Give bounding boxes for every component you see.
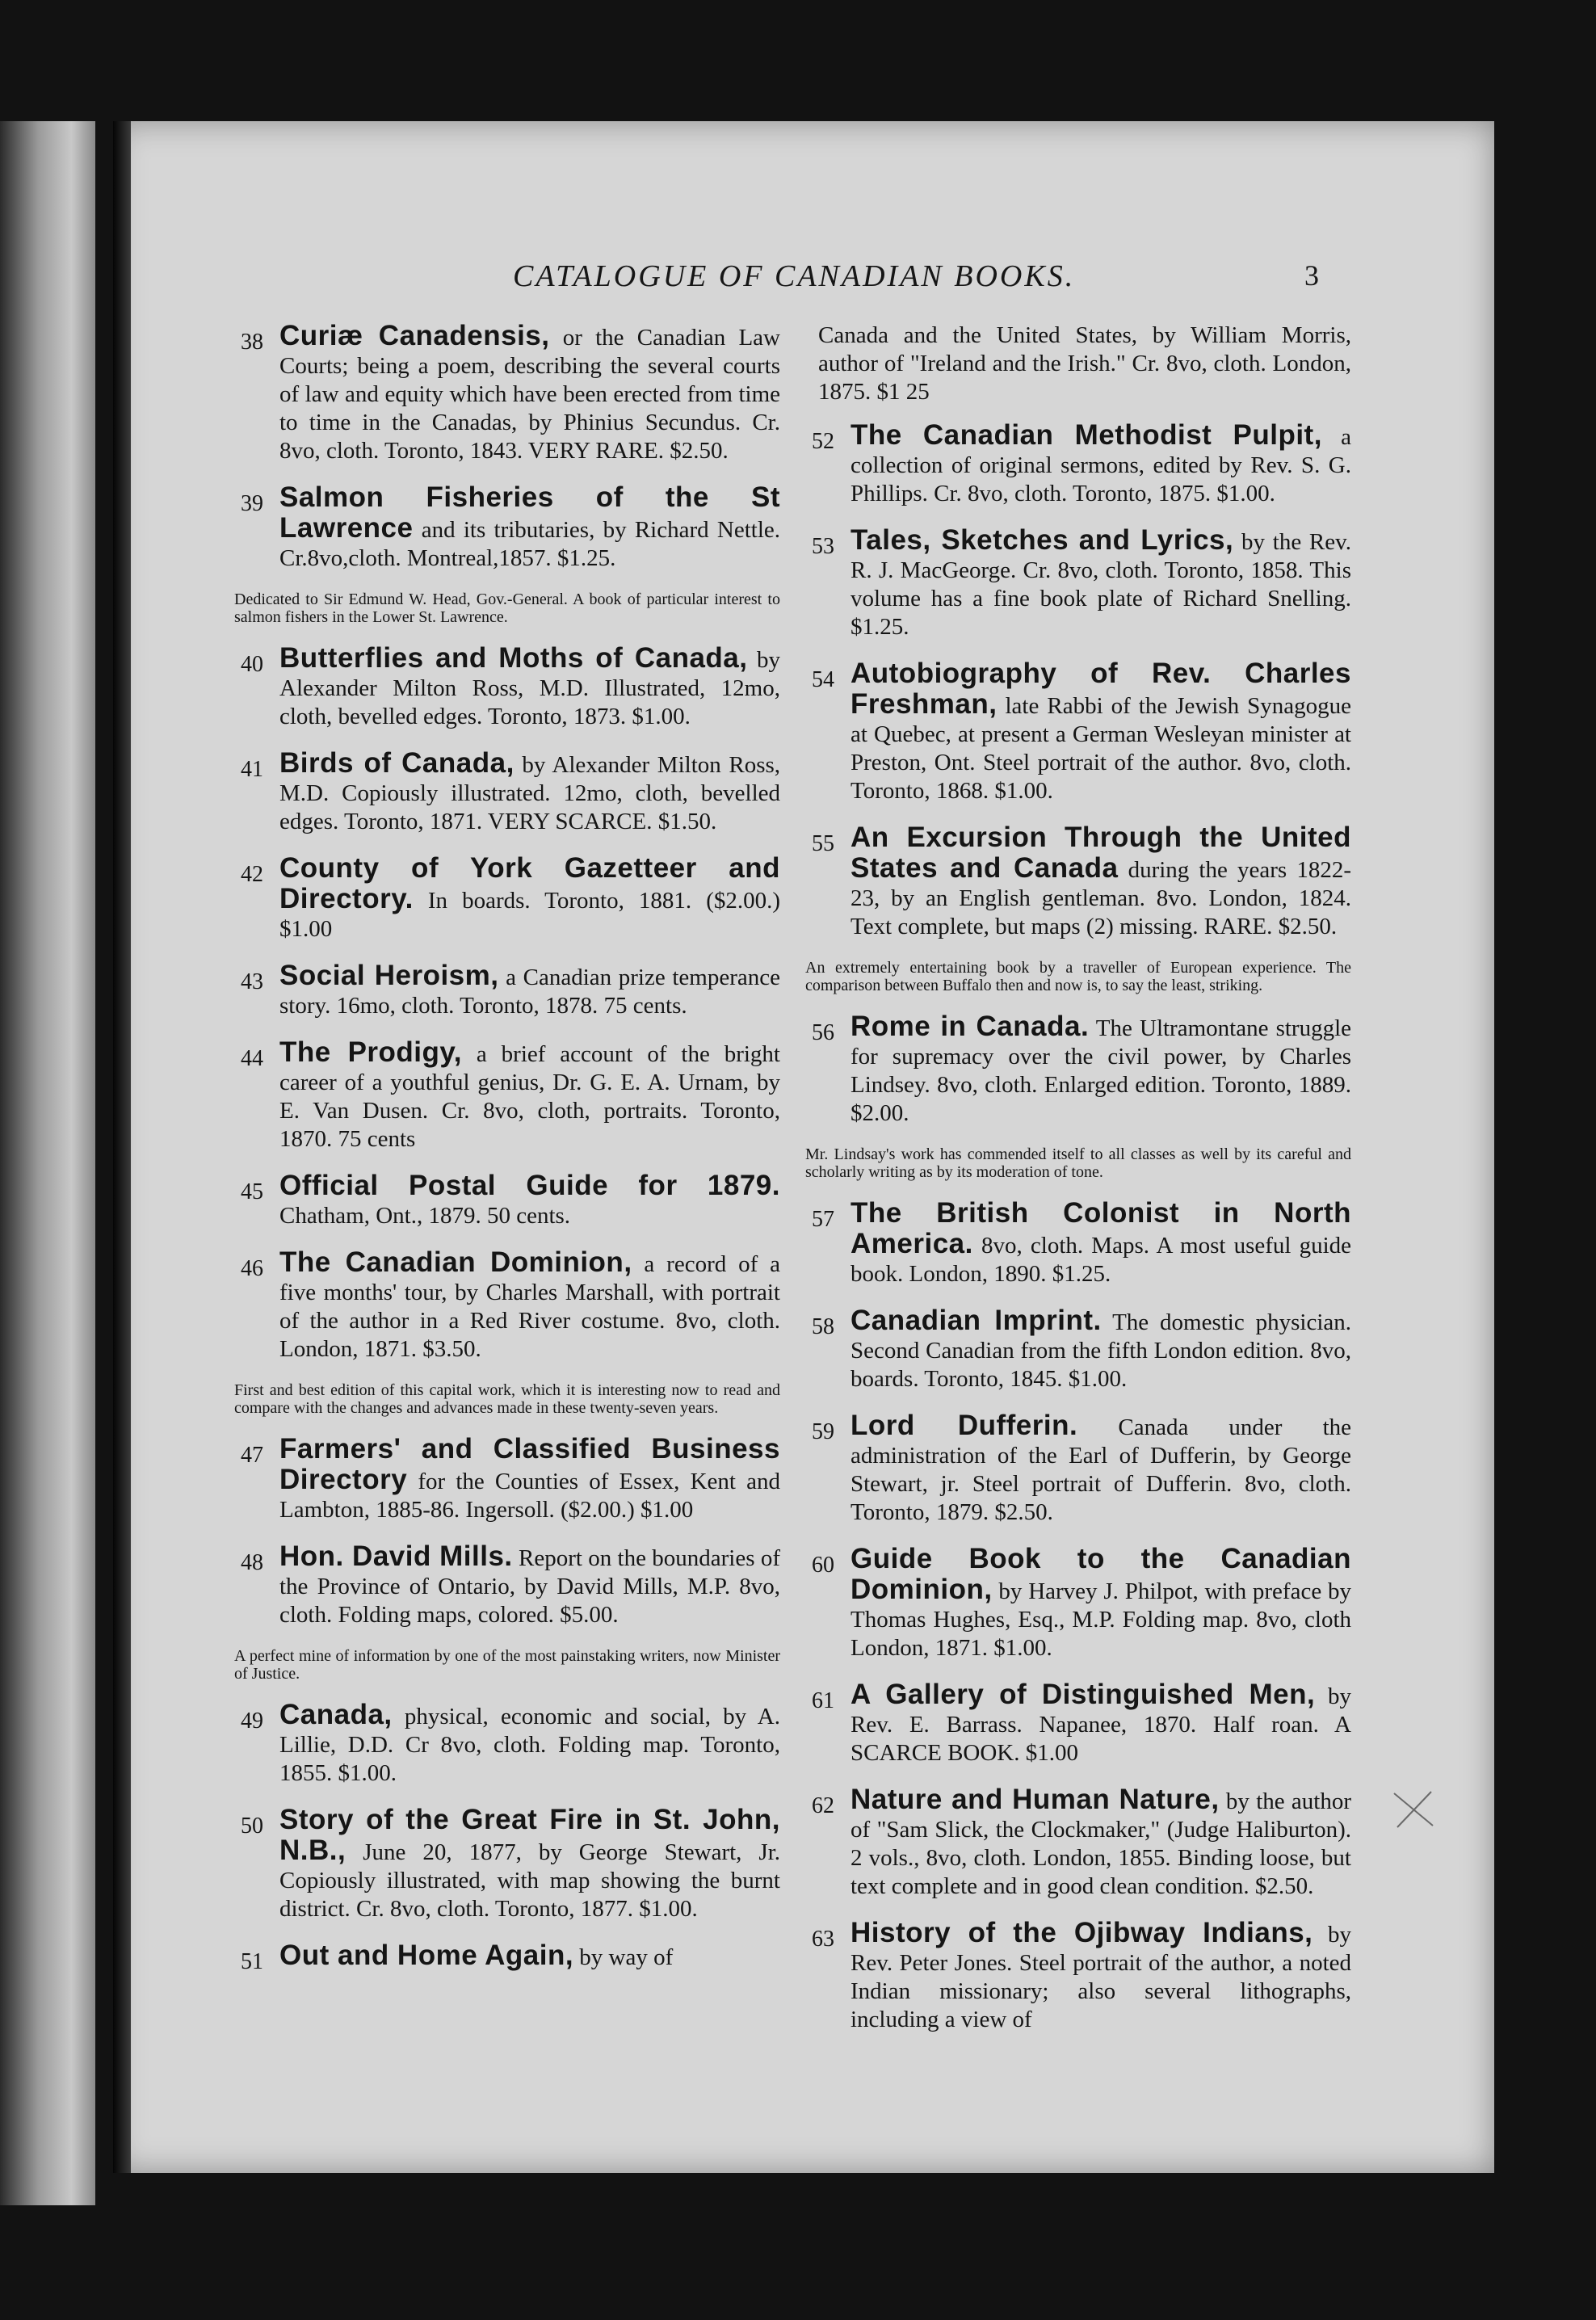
entry-description bbox=[279, 1248, 780, 1364]
entry-title: Guide Book to the Canadian Dominion, bbox=[850, 1543, 1351, 1605]
catalogue-entry bbox=[241, 1941, 780, 1972]
entry-text: physical, economic and social, by A. Lillie, D.D. Cr 8vo, cloth. Folding map. Toronto, 1855. $1.00. bbox=[279, 1704, 781, 1786]
entry-text: by Rev. Peter Jones. Steel portrait of the author, a noted Indian missionary; also several lithographs, including a view of bbox=[850, 1922, 1351, 2032]
entry-text: by Alexander Milton Ross, M.D. Illustrated, 12mo, cloth, bevelled edges. Toronto, 1873. $1.00. bbox=[279, 647, 780, 729]
entry-title: Autobiography of Rev. Charles Freshman, bbox=[850, 658, 1351, 720]
entry-title: Rome in Canada. bbox=[850, 1011, 1090, 1042]
entry-title: Canada, bbox=[279, 1699, 393, 1730]
entry-text: a brief account of the bright career of a youthful genius, Dr. G. E. A. Urnam, by E. Van Dusen. Cr. 8vo, cloth, portraits. Toronto, 1870. 75 cents bbox=[279, 1041, 780, 1152]
entry-title: History of the Ojibway Indians, bbox=[850, 1917, 1313, 1948]
entry-note: Dedicated to Sir Edmund W. Head, Gov.-General. A book of particular interest to salmon fishers in the Lower St. Lawrence. bbox=[234, 591, 780, 626]
entry-description bbox=[279, 854, 780, 944]
entry-description bbox=[850, 1680, 1351, 1767]
entry-title: Official Postal Guide for 1879. bbox=[279, 1170, 780, 1201]
entry-text: Chatham, Ont., 1879. 50 cents. bbox=[279, 1203, 571, 1229]
catalogue-entry bbox=[241, 1435, 780, 1524]
entry-description bbox=[279, 1805, 780, 1923]
entry-description bbox=[850, 659, 1351, 805]
entry-number: 45 bbox=[241, 1179, 263, 1204]
catalogue-entry bbox=[241, 961, 780, 1020]
catalogue-entry bbox=[241, 749, 780, 836]
entry-number: 54 bbox=[812, 667, 834, 692]
catalogue-entry bbox=[241, 1038, 780, 1154]
catalogue-entry bbox=[241, 1542, 780, 1629]
catalogue-entry bbox=[241, 1248, 780, 1364]
entry-number: 60 bbox=[812, 1553, 834, 1578]
catalogue-entry bbox=[241, 483, 780, 573]
catalogue-entry bbox=[241, 644, 780, 731]
entry-number: 62 bbox=[812, 1793, 834, 1818]
entry-title: The British Colonist in North America. bbox=[850, 1197, 1351, 1259]
entry-note: An extremely entertaining book by a traveller of European experience. The comparison between Buffalo then and now is, to say the least, striking. bbox=[805, 959, 1351, 994]
entry-number: 59 bbox=[812, 1419, 834, 1444]
entry-description bbox=[279, 1700, 780, 1788]
entry-title: Lord Dufferin. bbox=[850, 1410, 1078, 1441]
entry-text: during the years 1822-23, by an English gentleman. 8vo. London, 1824. Text complete, but maps (2) missing. RARE. $2.50. bbox=[850, 857, 1351, 939]
entry-number: 61 bbox=[812, 1688, 834, 1713]
entry-description bbox=[850, 1306, 1351, 1393]
entry-description bbox=[850, 1012, 1351, 1128]
entry-text: by Rev. E. Barrass. Napanee, 1870. Half roan. A SCARCE BOOK. $1.00 bbox=[850, 1683, 1352, 1766]
entry-number: 39 bbox=[241, 491, 263, 516]
entry-text: by way of bbox=[579, 1944, 674, 1970]
entry-description bbox=[850, 1785, 1351, 1901]
entry-number: 63 bbox=[812, 1927, 834, 1952]
catalogue-entry bbox=[812, 421, 1351, 508]
catalogue-entry bbox=[812, 1919, 1351, 2034]
entry-description bbox=[279, 644, 780, 731]
entry-description bbox=[850, 1411, 1351, 1527]
entry-text: The domestic physician. Second Canadian from the fifth London edition. 8vo, boards. Toronto, 1845. $1.00. bbox=[850, 1309, 1351, 1392]
entry-number: 47 bbox=[241, 1443, 263, 1468]
entry-title: The Canadian Dominion, bbox=[279, 1246, 632, 1278]
pencil-x-mark-icon bbox=[1389, 1785, 1438, 1834]
entry-title: Salmon Fisheries of the St Lawrence bbox=[279, 481, 780, 544]
entry-text: by Harvey J. Philpot, with preface by Thomas Hughes, Esq., M.P. Folding map. 8vo, cloth London, 1871. $1.00. bbox=[850, 1578, 1352, 1661]
entry-description bbox=[279, 1171, 780, 1230]
catalogue-entry bbox=[812, 1012, 1351, 1128]
entry-description bbox=[279, 749, 780, 836]
catalogue-entry bbox=[241, 1805, 780, 1923]
entry-text: 8vo, cloth. Maps. A most useful guide book. London, 1890. $1.25. bbox=[850, 1233, 1352, 1287]
catalogue-entry bbox=[812, 1306, 1351, 1393]
entry-title: Canadian Imprint. bbox=[850, 1305, 1102, 1336]
running-title: CATALOGUE OF CANADIAN BOOKS. bbox=[513, 259, 1076, 293]
catalogue-entry bbox=[241, 854, 780, 944]
entry-number: 52 bbox=[812, 429, 834, 454]
entry-title: Out and Home Again, bbox=[279, 1940, 574, 1971]
entry-title: County of York Gazetteer and Directory. bbox=[279, 852, 780, 914]
entry-number: 38 bbox=[241, 330, 263, 355]
entry-number: 48 bbox=[241, 1550, 263, 1575]
catalogue-entry bbox=[812, 1785, 1351, 1901]
entry-number: 40 bbox=[241, 652, 263, 677]
entry-description bbox=[279, 1038, 780, 1154]
right-column bbox=[805, 322, 1352, 2052]
catalogue-entry bbox=[241, 1171, 780, 1230]
entry-text: a Canadian prize temperance story. 16mo, cloth. Toronto, 1878. 75 cents. bbox=[279, 965, 780, 1019]
entry-text: late Rabbi of the Jewish Synagogue at Quebec, at present a German Wesleyan minister at Preston, Ont. Steel portrait of the author. 8vo, cloth. Toronto, 1868. $1.00. bbox=[850, 693, 1352, 804]
entry-number: 51 bbox=[241, 1949, 263, 1974]
entry-description bbox=[279, 1941, 780, 1972]
entry-description bbox=[850, 823, 1351, 941]
entry-title: Hon. David Mills. bbox=[279, 1540, 513, 1572]
entry-title: Story of the Great Fire in St. John, N.B., bbox=[279, 1804, 780, 1866]
entry-number: 46 bbox=[241, 1256, 263, 1281]
entry-title: Butterflies and Moths of Canada, bbox=[279, 642, 748, 674]
catalogue-entry bbox=[812, 659, 1351, 805]
entry-number: 43 bbox=[241, 969, 263, 994]
entry-text: a collection of original sermons, edited by Rev. S. G. Phillips. Cr. 8vo, cloth. Toronto, 1875. $1.00. bbox=[850, 424, 1351, 506]
entry-title: Farmers' and Classified Business Directory bbox=[279, 1433, 780, 1495]
right-column-entries bbox=[805, 419, 1352, 2034]
entry-description bbox=[279, 322, 780, 465]
entry-description bbox=[279, 483, 780, 573]
page-header bbox=[113, 258, 1494, 307]
catalogue-entry bbox=[812, 1680, 1351, 1767]
catalogue-entry bbox=[241, 1700, 780, 1788]
entry-description bbox=[850, 1545, 1351, 1662]
entry-title: A Gallery of Distinguished Men, bbox=[850, 1679, 1316, 1710]
entry-text: The Ultramontane struggle for supremacy over the civil power, by Charles Lindsey. 8vo, cloth. Enlarged edition. Toronto, 1889. $2.00. bbox=[850, 1015, 1351, 1126]
entry-description bbox=[850, 1919, 1351, 2034]
entry-text: In boards. Toronto, 1881. ($2.00.) $1.00 bbox=[279, 888, 781, 942]
entry-description bbox=[279, 961, 780, 1020]
entry-number: 42 bbox=[241, 862, 263, 887]
adjacent-page-edge bbox=[0, 121, 95, 2205]
entry-number: 53 bbox=[812, 534, 834, 559]
entry-title: The Prodigy, bbox=[279, 1036, 463, 1068]
entry-text: or the Canadian Law Courts; being a poem, describing the several courts of law and equity which have been erected from time to time in the Canadas, by Phinius Secundus. Cr. 8vo, cloth. Toronto, 1843. VERY RARE. $2.50. bbox=[279, 325, 780, 464]
entry-number: 56 bbox=[812, 1020, 834, 1045]
book-spine-shadow bbox=[113, 121, 131, 2173]
entry-text: by the author of "Sam Slick, the Clockmaker," (Judge Haliburton). 2 vols., 8vo, cloth. London, 1855. Binding loose, but text complete and in good clean condition. $2.50. bbox=[850, 1788, 1352, 1899]
entry-description bbox=[850, 421, 1351, 508]
catalogue-entry bbox=[812, 1199, 1351, 1288]
entry-note: Mr. Lindsay's work has commended itself to all classes as well by its careful and scholarly writing as by its moderation of tone. bbox=[805, 1145, 1351, 1181]
entry-title: Tales, Sketches and Lyrics, bbox=[850, 524, 1234, 556]
catalogue-entry bbox=[812, 1411, 1351, 1527]
left-column bbox=[234, 320, 781, 1990]
entry-number: 50 bbox=[241, 1814, 263, 1839]
entry-text: Report on the boundaries of the Province of Ontario, by David Mills, M.P. 8vo, cloth. Folding maps, colored. $5.00. bbox=[279, 1545, 780, 1628]
entry-number: 44 bbox=[241, 1046, 263, 1071]
entry-text: June 20, 1877, by George Stewart, Jr. Copiously illustrated, with map showing the burnt district. Cr. 8vo, cloth. Toronto, 1877. $1.00. bbox=[279, 1839, 781, 1922]
entry-text: by Alexander Milton Ross, M.D. Copiously illustrated. 12mo, cloth, bevelled edges. Toronto, 1871. VERY SCARCE. $1.50. bbox=[279, 752, 781, 834]
entry-number: 57 bbox=[812, 1207, 834, 1232]
catalogue-page bbox=[113, 121, 1494, 2173]
entry-title: Birds of Canada, bbox=[279, 747, 514, 779]
entry-number: 58 bbox=[812, 1314, 834, 1339]
entry-number: 55 bbox=[812, 831, 834, 856]
entry-title: Nature and Human Nature, bbox=[850, 1784, 1220, 1815]
entry-description bbox=[279, 1542, 780, 1629]
entry-description bbox=[850, 1199, 1351, 1288]
catalogue-entry bbox=[812, 823, 1351, 941]
entry-note: First and best edition of this capital work, which it is interesting now to read and compare with the changes and advances made in these twenty-seven years. bbox=[234, 1381, 780, 1417]
catalogue-entry bbox=[812, 526, 1351, 641]
entry-text: and its tributaries, by Richard Nettle. Cr.8vo,cloth. Montreal,1857. $1.25. bbox=[279, 517, 780, 571]
catalogue-entry bbox=[241, 322, 780, 465]
entry-title: Curiæ Canadensis, bbox=[279, 320, 550, 351]
entry-note: A perfect mine of information by one of the most painstaking writers, now Minister of Justice. bbox=[234, 1647, 780, 1683]
entry-text: for the Counties of Essex, Kent and Lambton, 1885-86. Ingersoll. ($2.00.) $1.00 bbox=[279, 1469, 780, 1523]
entry-text: a record of a five months' tour, by Charles Marshall, with portrait of the author in a Red River costume. 8vo, cloth. London, 1871. $3.50. bbox=[279, 1251, 780, 1362]
entry-number: 41 bbox=[241, 757, 263, 782]
entry-title: An Excursion Through the United States and Canada bbox=[850, 822, 1351, 884]
catalogue-entry bbox=[812, 1545, 1351, 1662]
continued-entry-text: Canada and the United States, by William Morris, author of "Ireland and the Irish." Cr. 8vo, cloth. London, 1875. $1 25 bbox=[818, 322, 1351, 405]
entry-description bbox=[850, 526, 1351, 641]
entry-description bbox=[279, 1435, 780, 1524]
entry-title: The Canadian Methodist Pulpit, bbox=[850, 419, 1322, 451]
entry-text: Canada under the administration of the Earl of Dufferin, by George Stewart, jr. Steel portrait of Dufferin. 8vo, cloth. Toronto, 1879. $2.50. bbox=[850, 1414, 1352, 1525]
entry-number: 49 bbox=[241, 1708, 263, 1734]
page-number: 3 bbox=[1304, 259, 1319, 292]
entry-title: Social Heroism, bbox=[279, 960, 499, 991]
entry-text: by the Rev. R. J. MacGeorge. Cr. 8vo, cloth. Toronto, 1858. This volume has a fine book plate of Richard Snelling. $1.25. bbox=[850, 529, 1352, 640]
